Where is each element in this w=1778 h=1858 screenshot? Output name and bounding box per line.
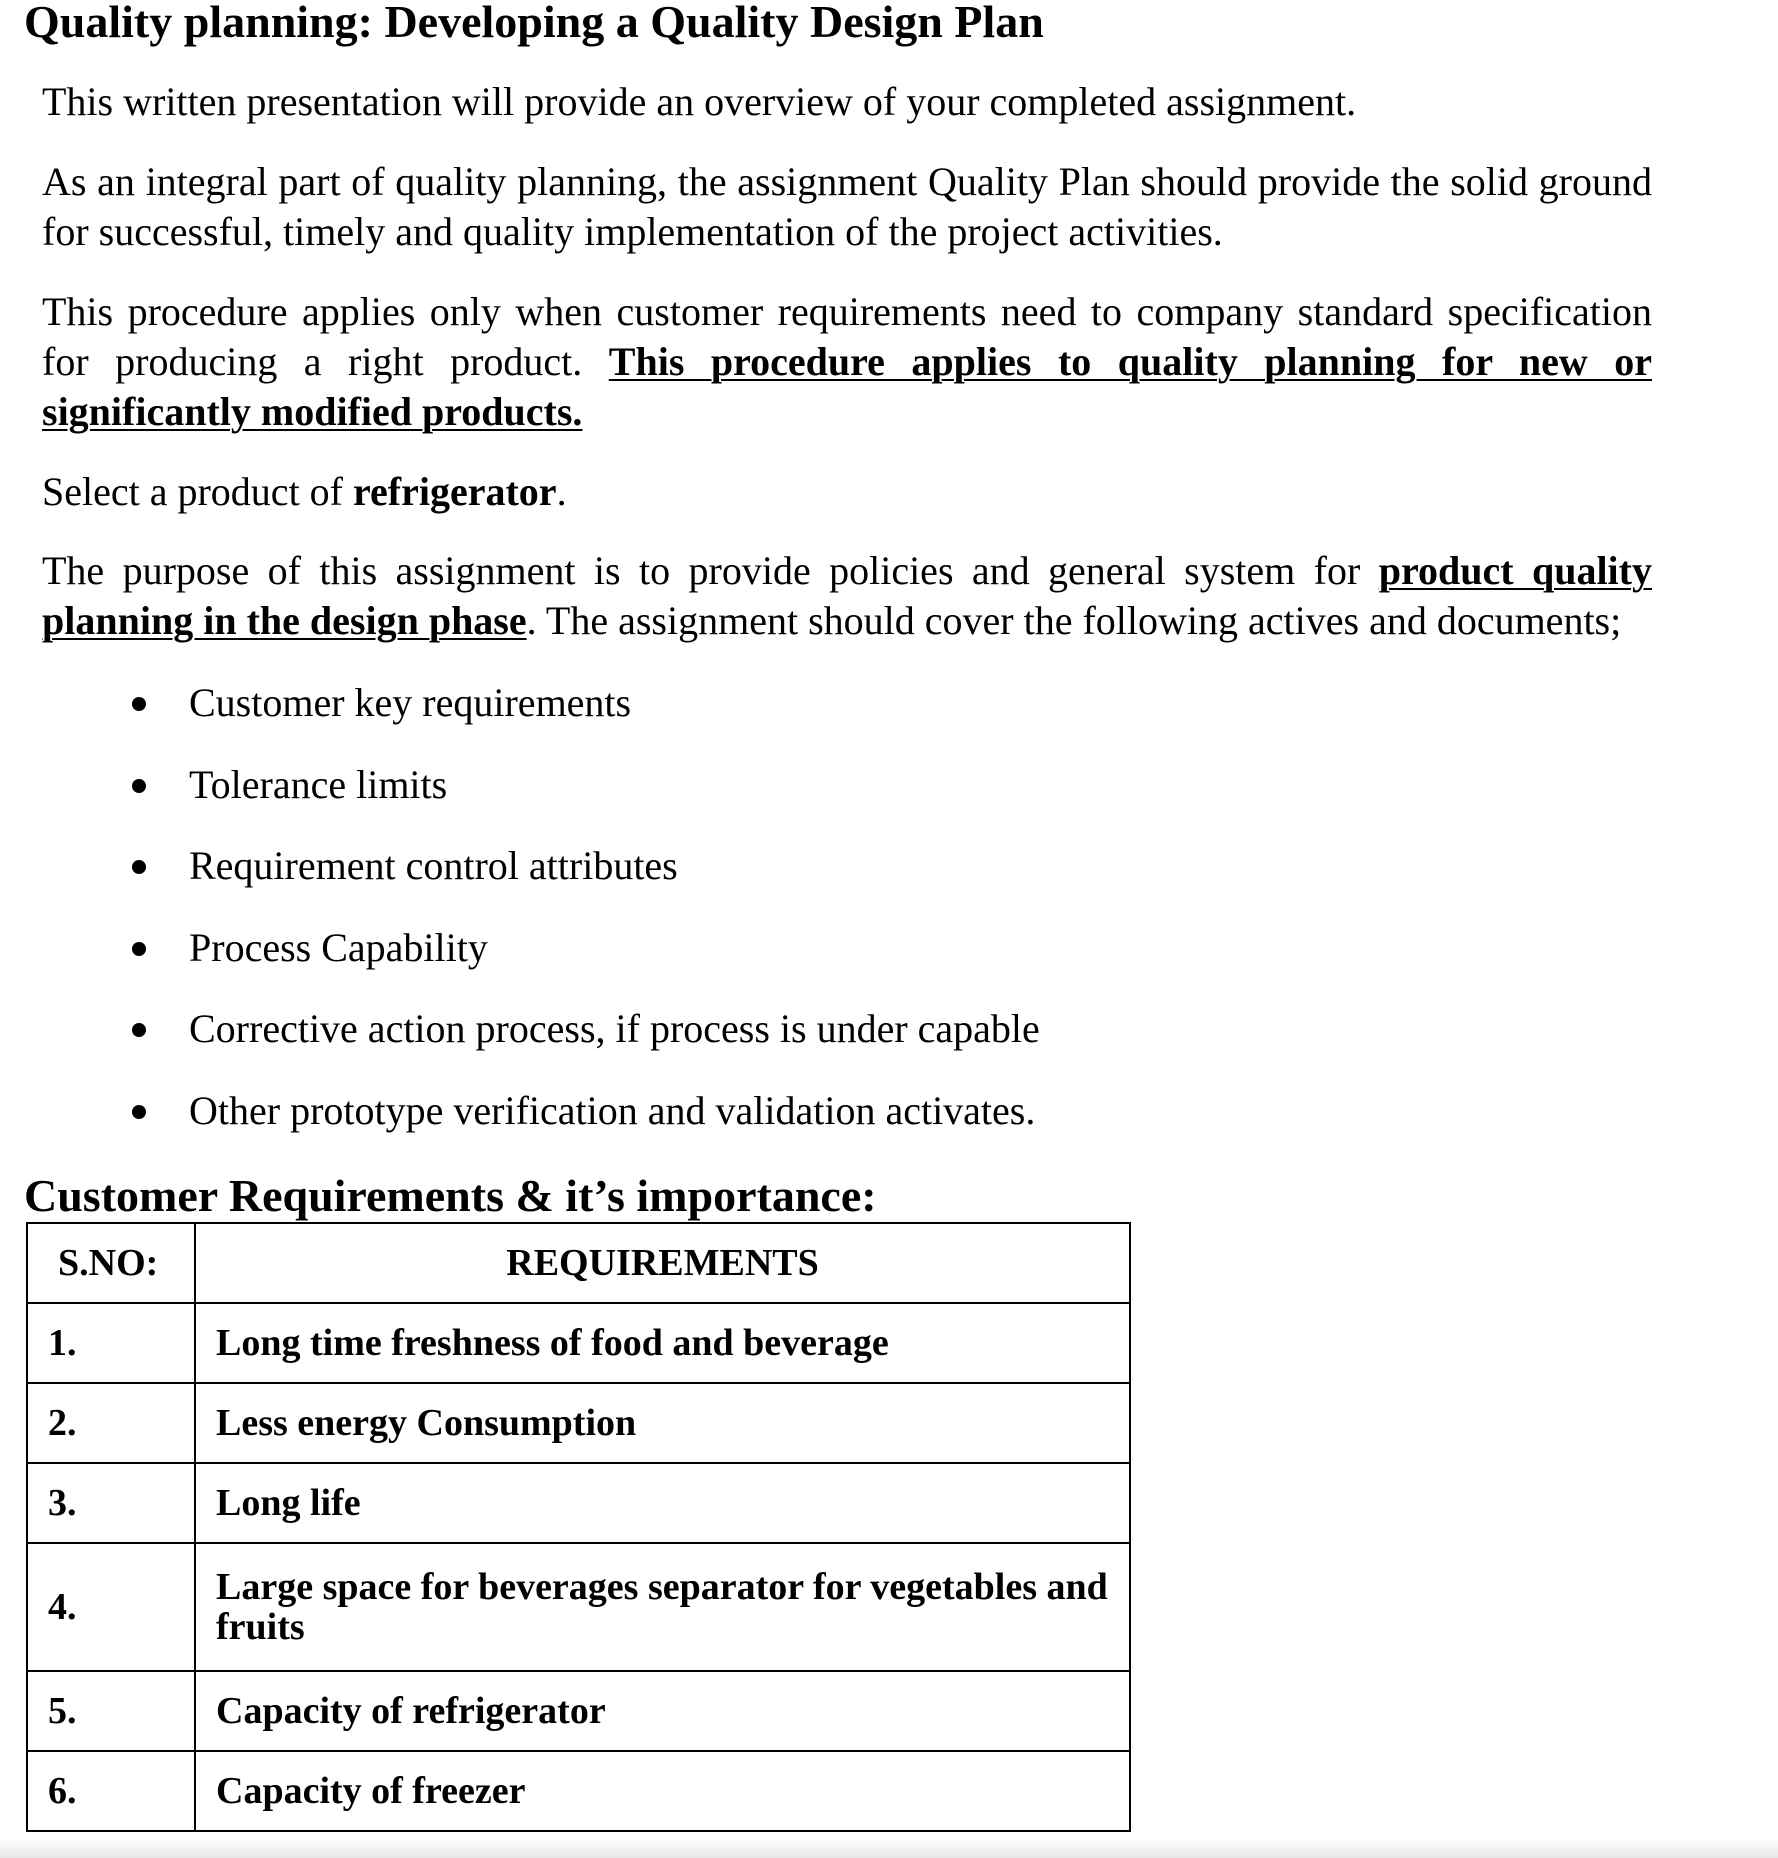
table-row	[27, 1383, 1130, 1463]
list-item-text: Requirement control attributes	[189, 843, 678, 888]
purpose-prefix: The purpose of this assignment is to provide policies and general system for	[42, 548, 1379, 593]
bullet-icon	[132, 860, 146, 874]
cell-requirement: Capacity of refrigerator	[195, 1671, 1130, 1751]
list-item-text: Other prototype verification and validation activates.	[189, 1088, 1036, 1133]
column-header-sno: S.NO:	[27, 1223, 195, 1303]
bullet-icon	[132, 1023, 146, 1037]
purpose-suffix: . The assignment should cover the following actives and documents;	[526, 598, 1622, 643]
paragraph-purpose	[42, 546, 1652, 646]
cell-requirement: Long time freshness of food and beverage	[195, 1303, 1130, 1383]
column-header-requirements: REQUIREMENTS	[195, 1223, 1130, 1303]
paragraph-overview: This written presentation will provide an overview of your completed assignment.	[42, 79, 1357, 124]
purpose-emphasis: product quality planning in the design phase	[42, 548, 1652, 643]
section-heading-customer-requirements: Customer Requirements & it’s importance:	[24, 1170, 877, 1221]
select-product-prefix: Select a product of	[42, 469, 353, 514]
list-item-text: Customer key requirements	[189, 680, 632, 725]
paragraph-procedure	[42, 287, 1652, 437]
cell-sno: 2.	[27, 1383, 195, 1463]
paragraph-quality-plan: As an integral part of quality planning, the assignment Quality Plan should provide the solid ground for successful, timely and quality implementation of the project activities.	[42, 159, 1652, 254]
requirements-table	[26, 1222, 1131, 1832]
table-row	[27, 1671, 1130, 1751]
cell-sno: 1.	[27, 1303, 195, 1383]
cell-requirement: Large space for beverages separator for vegetables and fruits	[195, 1543, 1130, 1671]
table-row	[27, 1543, 1130, 1671]
page-bottom-edge	[0, 1838, 1778, 1858]
table-row	[27, 1303, 1130, 1383]
cell-requirement: Capacity of freezer	[195, 1751, 1130, 1831]
bullet-icon	[132, 779, 146, 793]
list-item-text: Corrective action process, if process is under capable	[189, 1006, 1040, 1051]
table-header-row	[27, 1223, 1130, 1303]
bullet-icon	[132, 1105, 146, 1119]
table-row	[27, 1751, 1130, 1831]
paragraph-select-product	[42, 467, 1652, 517]
cell-sno: 3.	[27, 1463, 195, 1543]
selected-product: refrigerator	[353, 469, 557, 514]
table-row	[27, 1463, 1130, 1543]
bullet-icon	[132, 697, 146, 711]
document-title: Quality planning: Developing a Quality Design Plan	[24, 0, 1044, 47]
cell-requirement: Less energy Consumption	[195, 1383, 1130, 1463]
cell-sno: 4.	[27, 1543, 195, 1671]
cell-requirement: Long life	[195, 1463, 1130, 1543]
list-item-text: Process Capability	[189, 925, 488, 970]
cell-sno: 5.	[27, 1671, 195, 1751]
select-product-suffix: .	[556, 469, 567, 514]
procedure-text: This procedure applies only when customer requirements need to company standard specification for producing a right product.	[42, 289, 1652, 384]
procedure-emphasis: This procedure applies to quality planning for new or significantly modified products.	[42, 339, 1652, 434]
cell-sno: 6.	[27, 1751, 195, 1831]
bullet-icon	[132, 942, 146, 956]
list-item-text: Tolerance limits	[189, 762, 448, 807]
